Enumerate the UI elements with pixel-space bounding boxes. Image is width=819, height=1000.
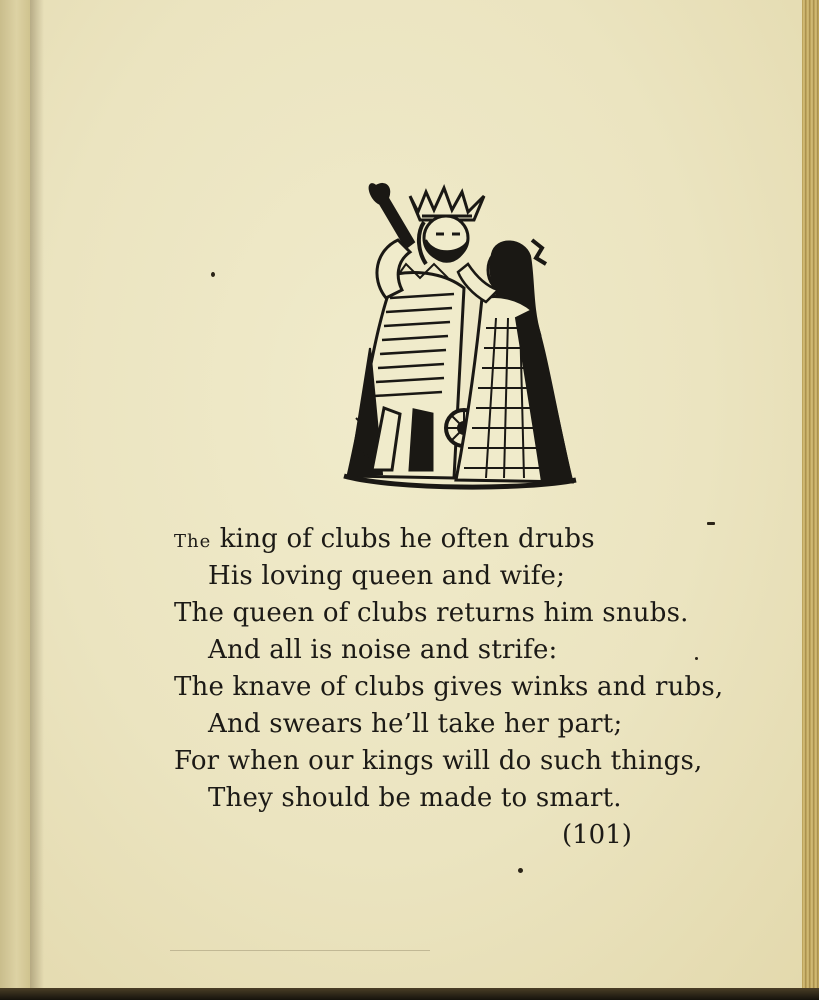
poem-line-6: And swears he’ll take her part; bbox=[208, 709, 623, 739]
drop-word: The bbox=[174, 531, 212, 552]
page-number: (101) bbox=[562, 820, 632, 850]
poem-line-2: His loving queen and wife; bbox=[208, 561, 566, 591]
king-queen-illustration bbox=[336, 178, 580, 490]
poem-line-8: They should be made to smart. bbox=[208, 783, 622, 813]
poem-line-text: king of clubs he often drubs bbox=[211, 524, 595, 554]
poem-line-1 bbox=[174, 521, 764, 558]
poem-line-5: The knave of clubs gives winks and rubs, bbox=[174, 672, 724, 702]
page-paper bbox=[30, 0, 802, 988]
poem-verse bbox=[174, 521, 764, 817]
page-fore-edge bbox=[802, 0, 819, 1000]
faint-rule bbox=[170, 950, 430, 951]
poem-line-4: And all is noise and strife: bbox=[208, 635, 558, 665]
ink-speck bbox=[518, 868, 523, 873]
facing-page-edge bbox=[0, 0, 32, 1000]
poem-line-7: For when our kings will do such things, bbox=[174, 746, 703, 776]
ink-speck bbox=[211, 272, 215, 277]
gutter-shadow bbox=[30, 0, 44, 988]
poem-line-3: The queen of clubs returns him snubs. bbox=[174, 598, 689, 628]
page-bottom-edge bbox=[0, 988, 819, 1000]
